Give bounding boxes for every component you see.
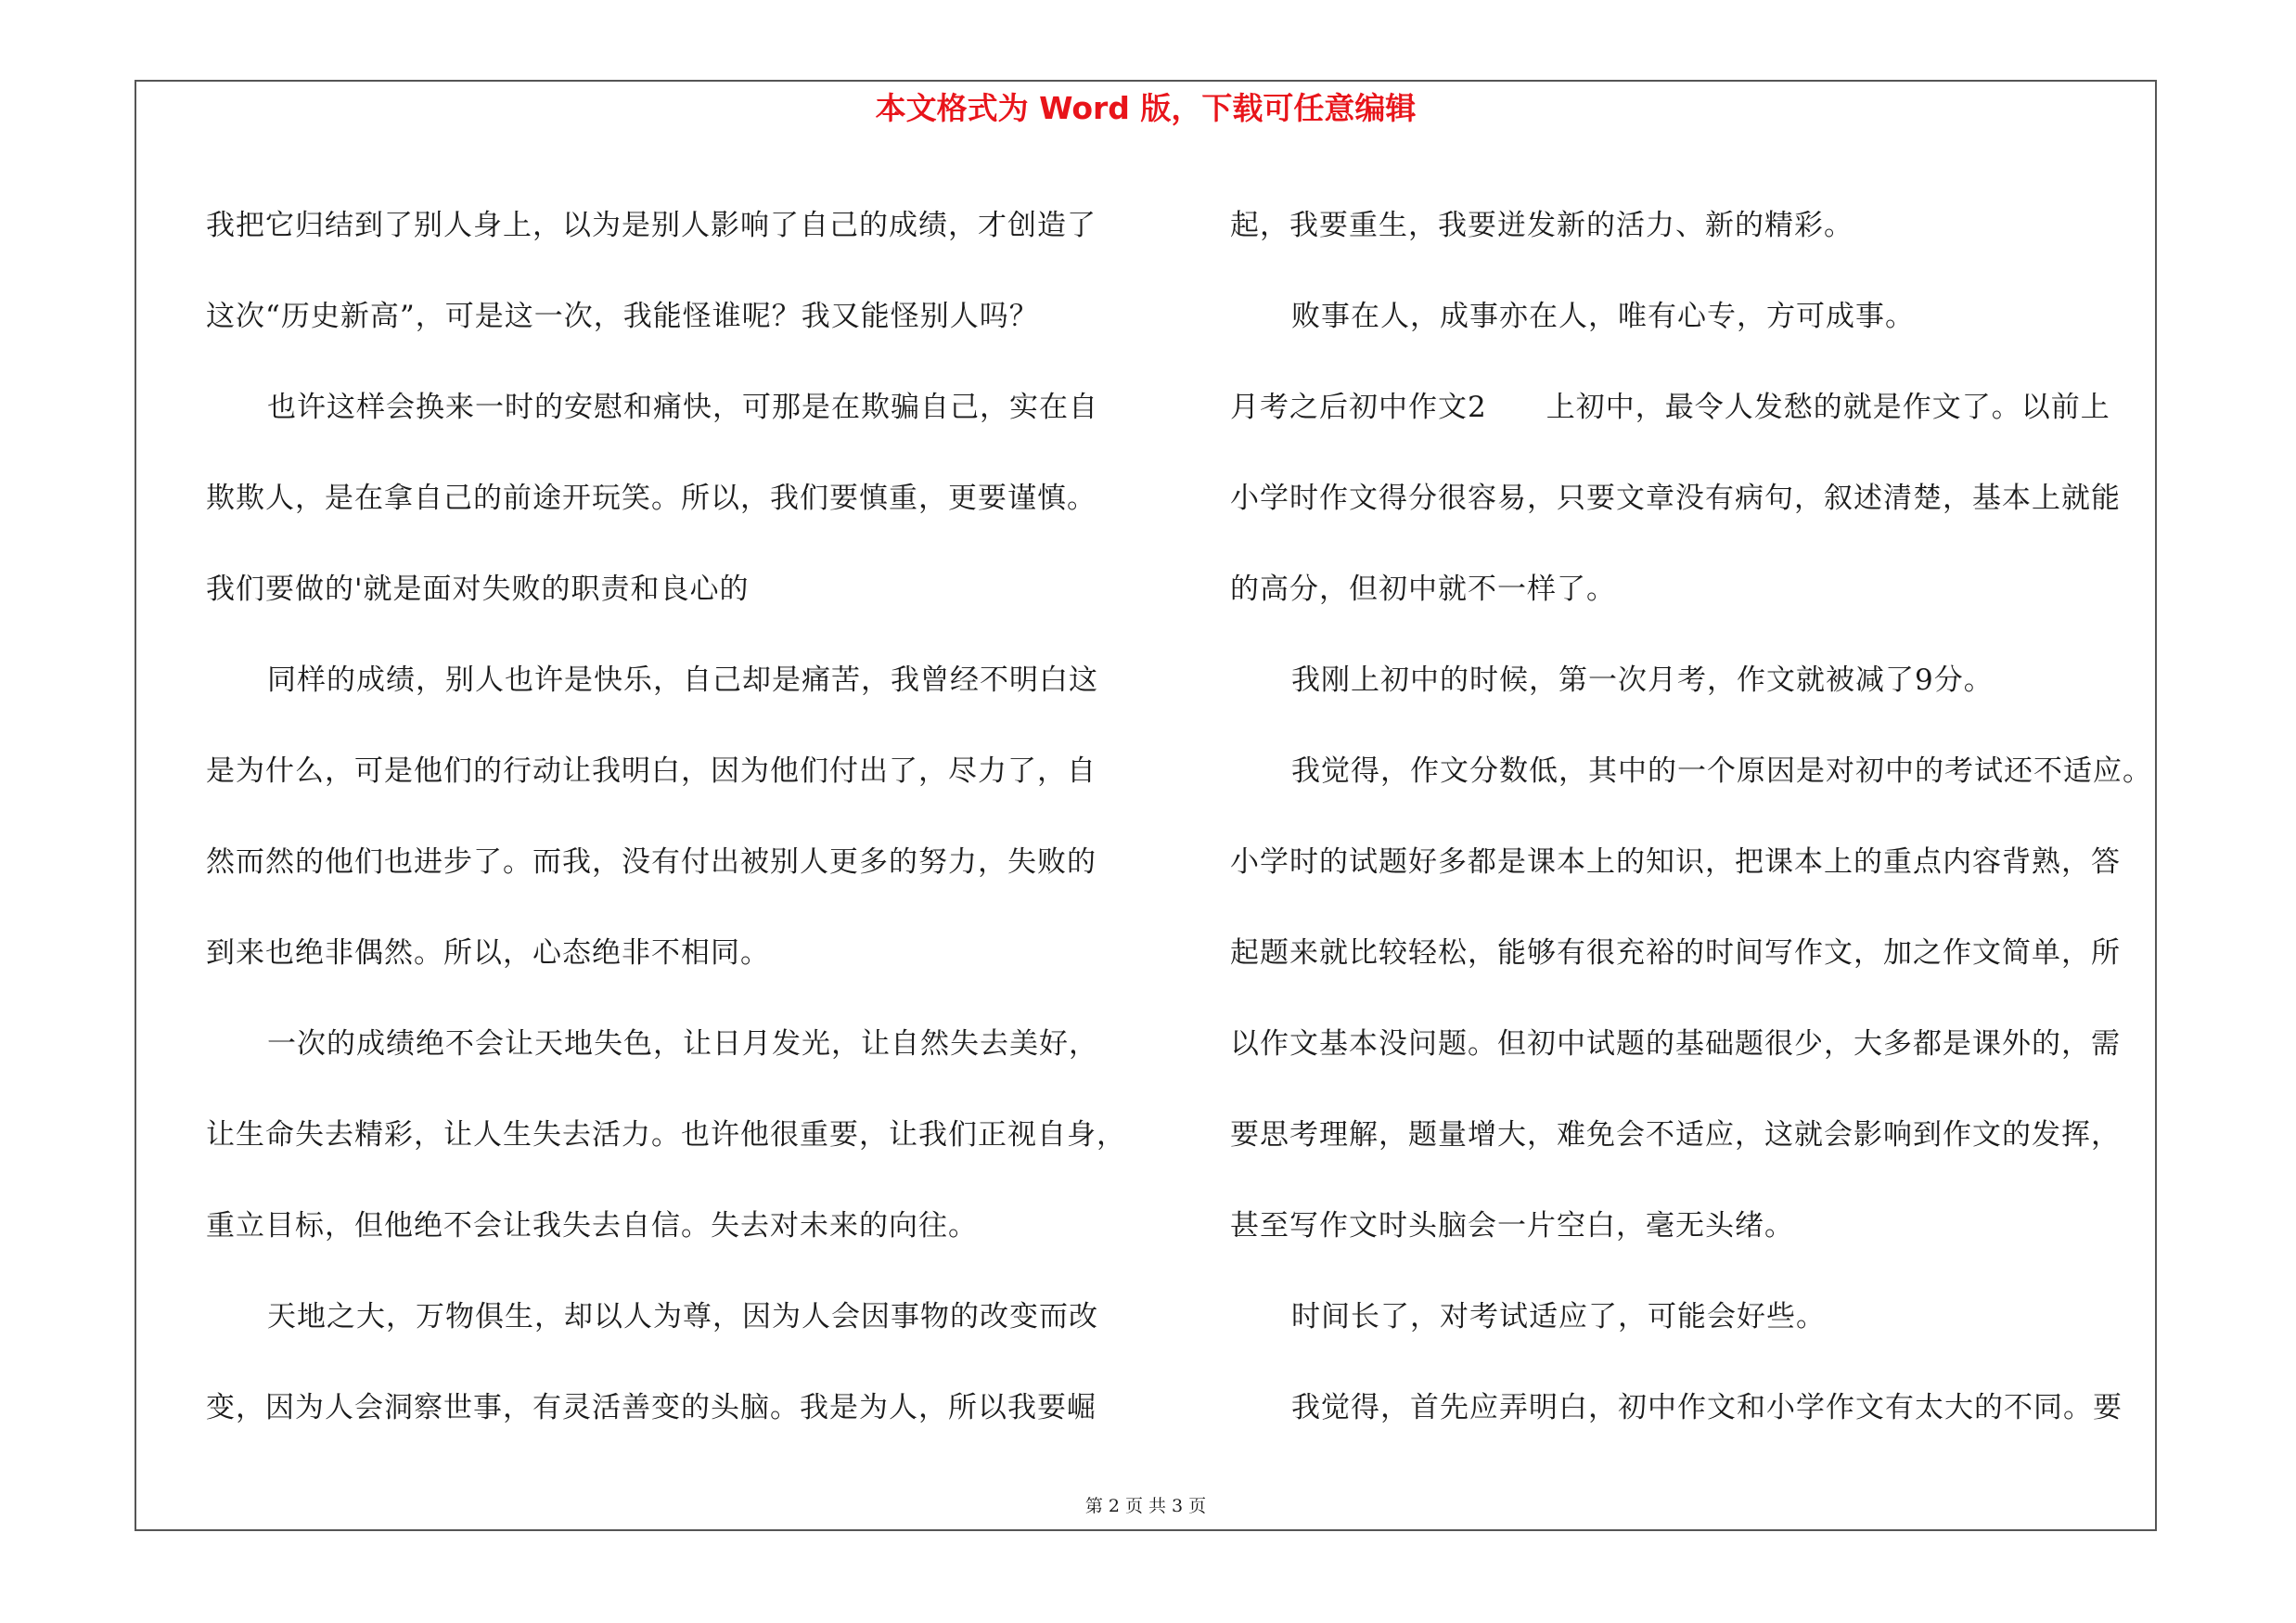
paragraph-line: 然而然的他们也进步了。而我，没有付出被别人更多的努力，失败的 [206,845,1097,879]
paragraph-line: 小学时作文得分很容易，只要文章没有病句，叙述清楚，基本上就能 [1230,482,2121,515]
paragraph-line: 我觉得，首先应弄明白，初中作文和小学作文有太大的不同。要 [1291,1391,2123,1424]
paragraph-line: 变，因为人会洞察世事，有灵活善变的头脑。我是为人，所以我要崛 [206,1391,1097,1424]
paragraph-line: 以作文基本没问题。但初中试题的基础题很少，大多都是课外的，需 [1230,1027,2121,1061]
paragraph-line: 起，我要重生，我要迸发新的活力、新的精彩。 [1230,209,1853,242]
paragraph-line: 欺欺人，是在拿自己的前途开玩笑。所以，我们要慎重，更要谨慎。 [206,482,1097,515]
paragraph-line: 甚至写作文时头脑会一片空白，毫无头绪。 [1230,1209,1794,1243]
paragraph-line: 我刚上初中的时候，第一次月考，作文就被减了9分。 [1291,663,1994,697]
paragraph-line: 时间长了，对考试适应了，可能会好些。 [1291,1300,1826,1333]
paragraph-line: 月考之后初中作文2 上初中，最令人发愁的就是作文了。以前上 [1230,391,2110,424]
page-number: 第 2 页 共 3 页 [1084,1496,1207,1516]
paragraph-line: 同样的成绩，别人也许是快乐，自己却是痛苦，我曾经不明白这 [267,663,1098,697]
paragraph-line: 让生命失去精彩，让人生失去活力。也许他很重要，让我们正视自身， [206,1118,1126,1152]
paragraph-line: 天地之大，万物俱生，却以人为尊，因为人会因事物的改变而改 [267,1300,1098,1333]
paragraph-line: 败事在人，成事亦在人，唯有心专，方可成事。 [1291,300,1915,333]
paragraph-line: 到来也绝非偶然。所以，心态绝非不相同。 [206,936,770,970]
paragraph-line: 这次“历史新高”，可是这一次，我能怪谁呢？我又能怪别人吗？ [206,300,1039,333]
paragraph-line: 要思考理解，题量增大，难免会不适应，这就会影响到作文的发挥， [1230,1118,2121,1152]
paragraph-line: 的高分，但初中就不一样了。 [1230,573,1616,606]
paragraph-line: 是为什么，可是他们的行动让我明白，因为他们付出了，尽力了，自 [206,754,1097,788]
paragraph-line: 也许这样会换来一时的安慰和痛快，可那是在欺骗自己，实在自 [267,391,1098,424]
paragraph-line: 我们要做的'就是面对失败的职责和良心的 [206,573,750,606]
paragraph-line: 起题来就比较轻松，能够有很充裕的时间写作文，加之作文简单，所 [1230,936,2121,970]
right-column [1230,180,2153,1453]
paragraph-line: 一次的成绩绝不会让天地失色，让日月发光，让自然失去美好， [267,1027,1098,1061]
paragraph-line: 小学时的试题好多都是课本上的知识，把课本上的重点内容背熟，答 [1230,845,2121,879]
paragraph-line: 重立目标，但他绝不会让我失去自信。失去对未来的向往。 [206,1209,978,1243]
format-banner: 本文格式为 Word 版，下载可任意编辑 [875,90,1417,126]
paragraph-line: 我把它归结到了别人身上，以为是别人影响了自己的成绩，才创造了 [206,209,1097,242]
left-column [206,180,1134,1453]
paragraph-line: 我觉得，作文分数低，其中的一个原因是对初中的考试还不适应。 [1291,754,2152,788]
